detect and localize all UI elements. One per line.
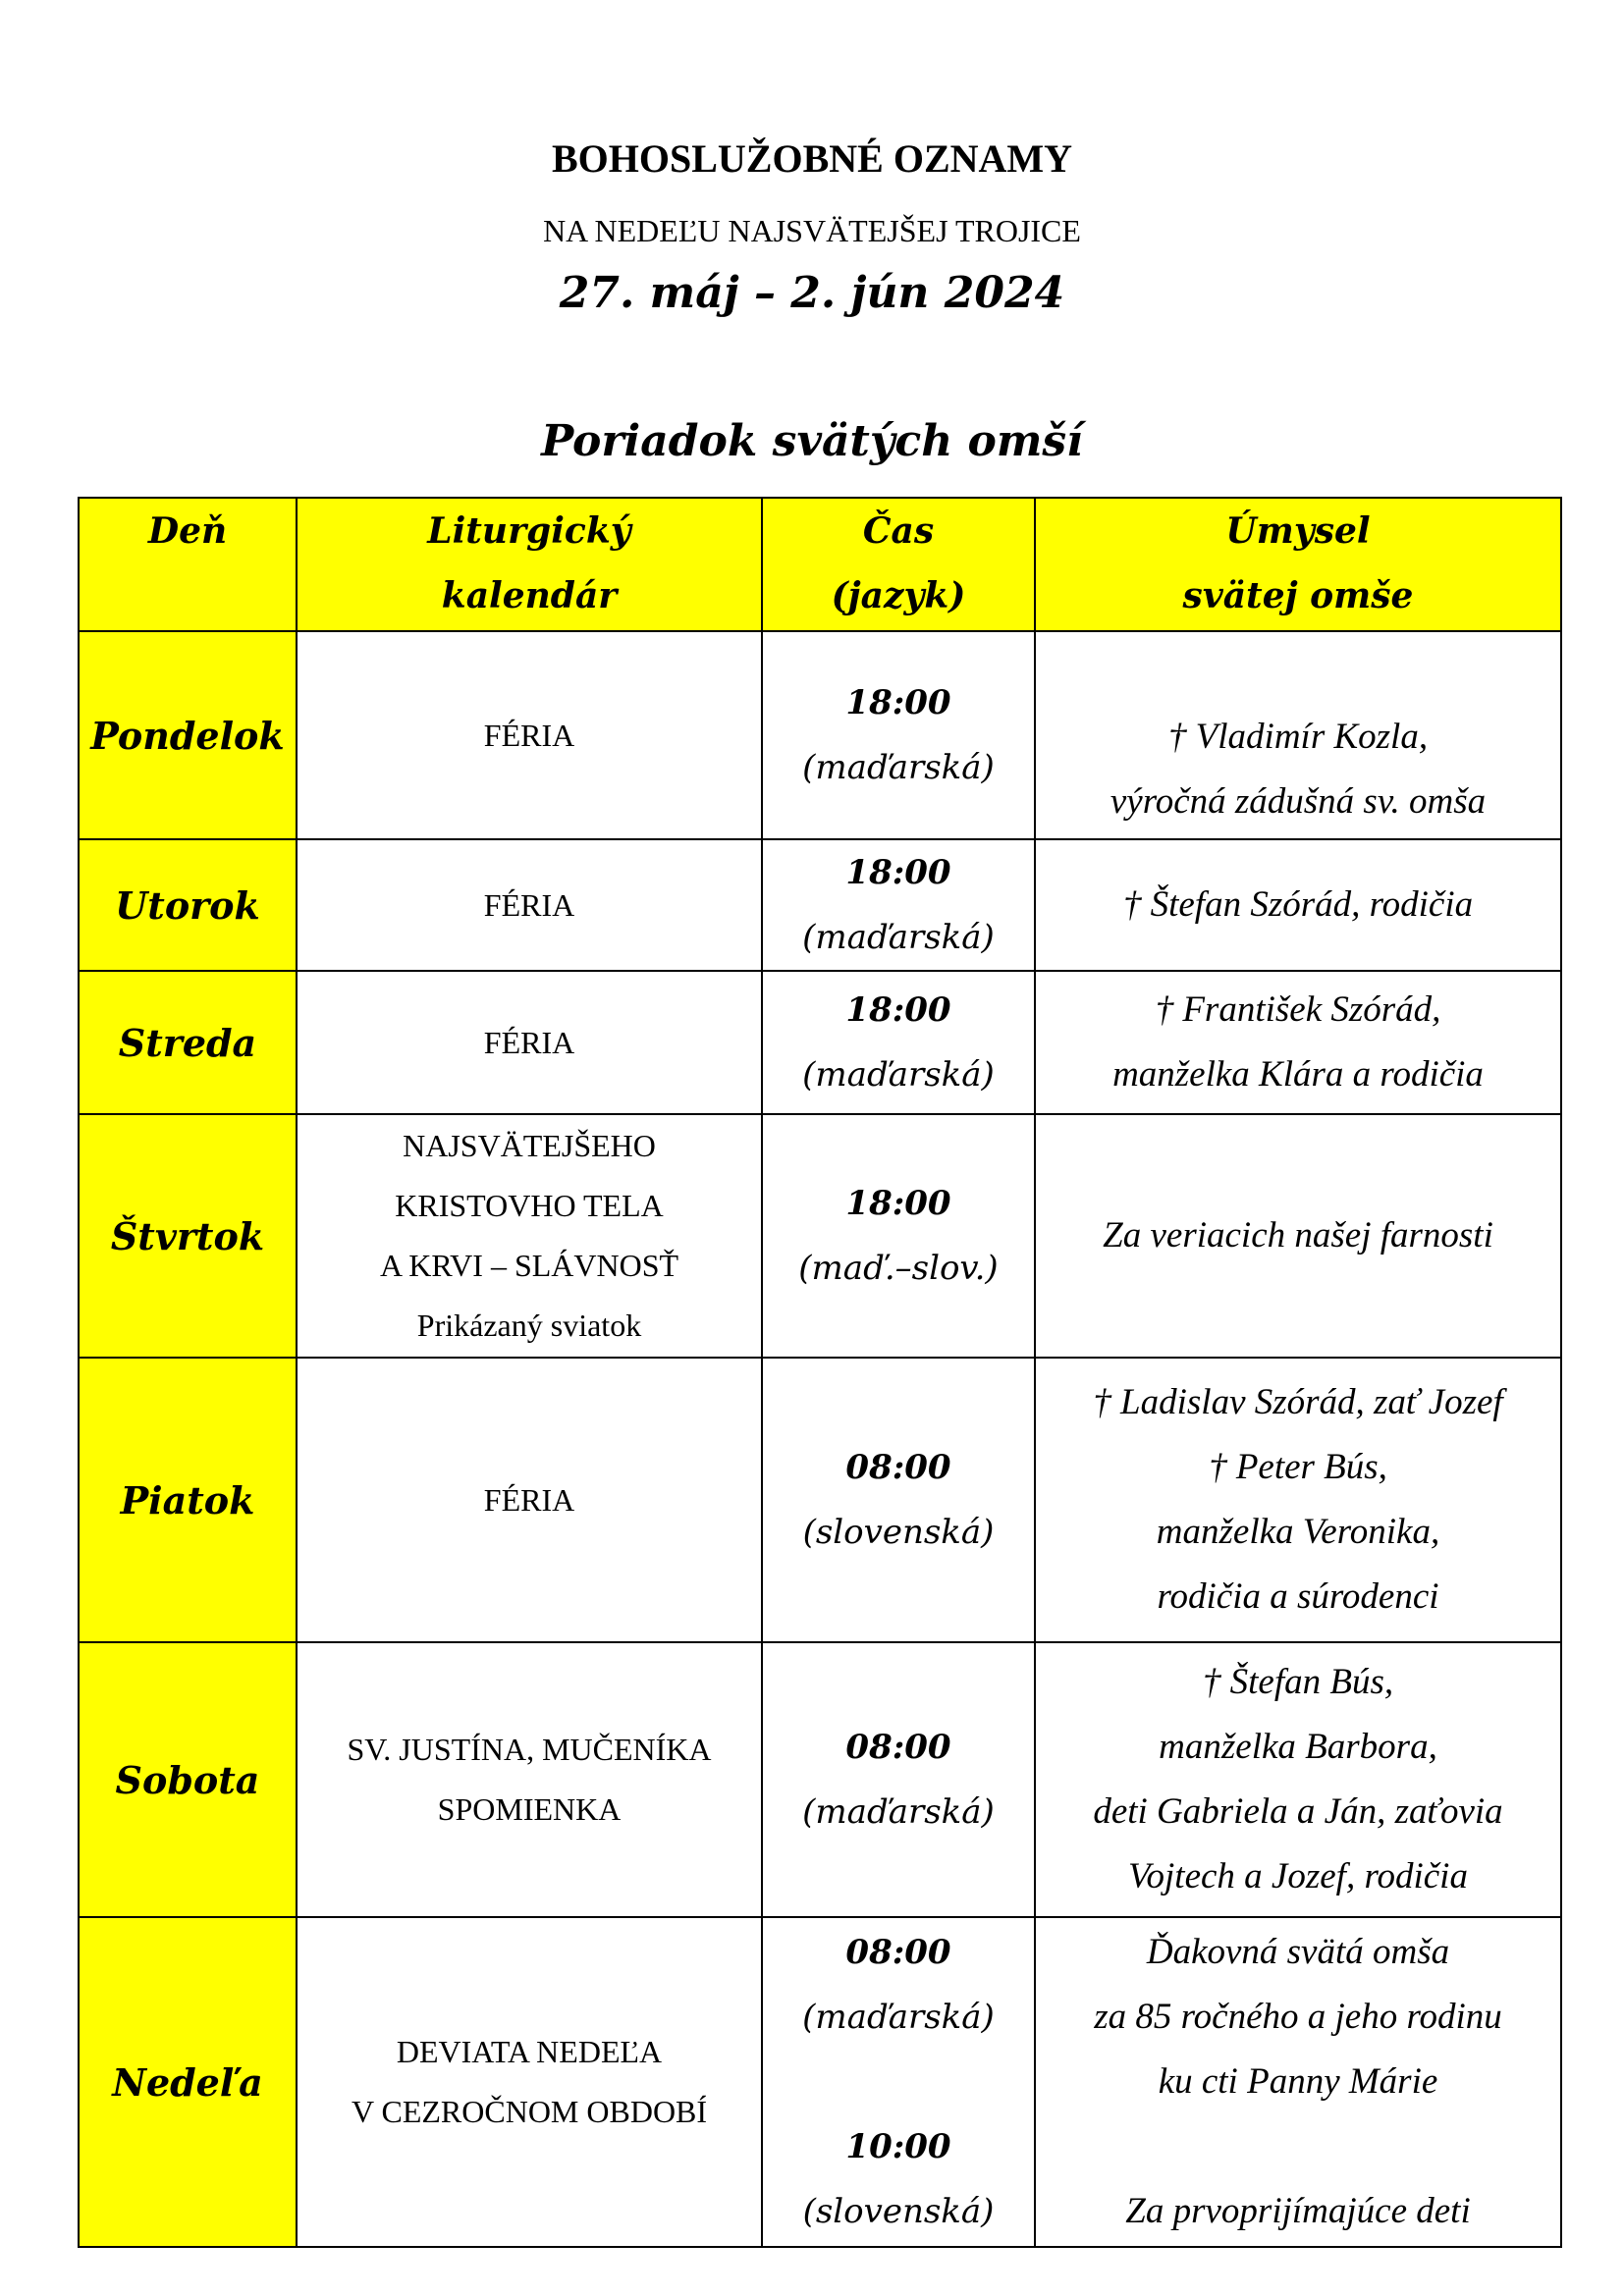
day-cell: Sobota — [79, 1642, 297, 1917]
time-cell: 18:00 (maďarská) — [762, 839, 1035, 971]
intention-cell: † Štefan Szórád, rodičia — [1035, 839, 1561, 971]
column-header-calendar: Liturgický kalendár — [297, 498, 762, 631]
time-cell: 18:00 (maďarská) — [762, 971, 1035, 1114]
time-cell: 18:00 (maď.–slov.) — [762, 1114, 1035, 1358]
time-cell: 08:00 (maďarská) 10:00 (slovenská) — [762, 1917, 1035, 2247]
day-cell: Streda — [79, 971, 297, 1114]
intention-cell: Ďakovná svätá omša za 85 ročného a jeho rodinu ku cti Panny Márie Za prvoprijímajúce deti — [1035, 1917, 1561, 2247]
intention-cell: Za veriacich našej farnosti — [1035, 1114, 1561, 1358]
document-title: BOHOSLUŽOBNÉ OZNAMY — [551, 136, 1073, 181]
calendar-cell: FÉRIA — [297, 1358, 762, 1642]
day-cell: Pondelok — [79, 631, 297, 839]
time-cell: 08:00 (maďarská) — [762, 1642, 1035, 1917]
table-header-row — [79, 498, 1561, 631]
calendar-cell: NAJSVÄTEJŠEHO KRISTOVHO TELA A KRVI – SLÁVNOSŤ Prikázaný sviatok — [297, 1114, 762, 1358]
table-row — [79, 839, 1561, 971]
day-cell: Utorok — [79, 839, 297, 971]
calendar-cell: FÉRIA — [297, 839, 762, 971]
table-row — [79, 1358, 1561, 1642]
table-row — [79, 631, 1561, 839]
intention-cell: † František Szórád, manželka Klára a rodičia — [1035, 971, 1561, 1114]
calendar-cell: FÉRIA — [297, 631, 762, 839]
table-row — [79, 971, 1561, 1114]
section-title: Poriadok svätých omší — [541, 416, 1083, 466]
calendar-cell: SV. JUSTÍNA, MUČENÍKA SPOMIENKA — [297, 1642, 762, 1917]
column-header-intention: Úmysel svätej omše — [1035, 498, 1561, 631]
time-cell: 08:00 (slovenská) — [762, 1358, 1035, 1642]
table-row — [79, 1642, 1561, 1917]
date-range: 27. máj – 2. jún 2024 — [559, 268, 1065, 318]
day-cell: Nedeľa — [79, 1917, 297, 2247]
document-subtitle: NA NEDEĽU NAJSVÄTEJŠEJ TROJICE — [543, 213, 1081, 248]
table-row — [79, 1917, 1561, 2247]
column-header-day: Deň — [79, 498, 297, 631]
table-row — [79, 1114, 1561, 1358]
intention-cell: † Štefan Bús, manželka Barbora, deti Gabriela a Ján, zaťovia Vojtech a Jozef, rodičia — [1035, 1642, 1561, 1917]
intention-cell: † Vladimír Kozla, výročná zádušná sv. omša — [1035, 631, 1561, 839]
column-header-time: Čas (jazyk) — [762, 498, 1035, 631]
day-cell: Štvrtok — [79, 1114, 297, 1358]
time-cell: 18:00 (maďarská) — [762, 631, 1035, 839]
calendar-cell: FÉRIA — [297, 971, 762, 1114]
mass-schedule-table — [78, 497, 1562, 2248]
day-cell: Piatok — [79, 1358, 297, 1642]
intention-cell: † Ladislav Szórád, zať Jozef † Peter Bús, manželka Veronika, rodičia a súrodenci — [1035, 1358, 1561, 1642]
calendar-cell: DEVIATA NEDEĽA V CEZROČNOM OBDOBÍ — [297, 1917, 762, 2247]
